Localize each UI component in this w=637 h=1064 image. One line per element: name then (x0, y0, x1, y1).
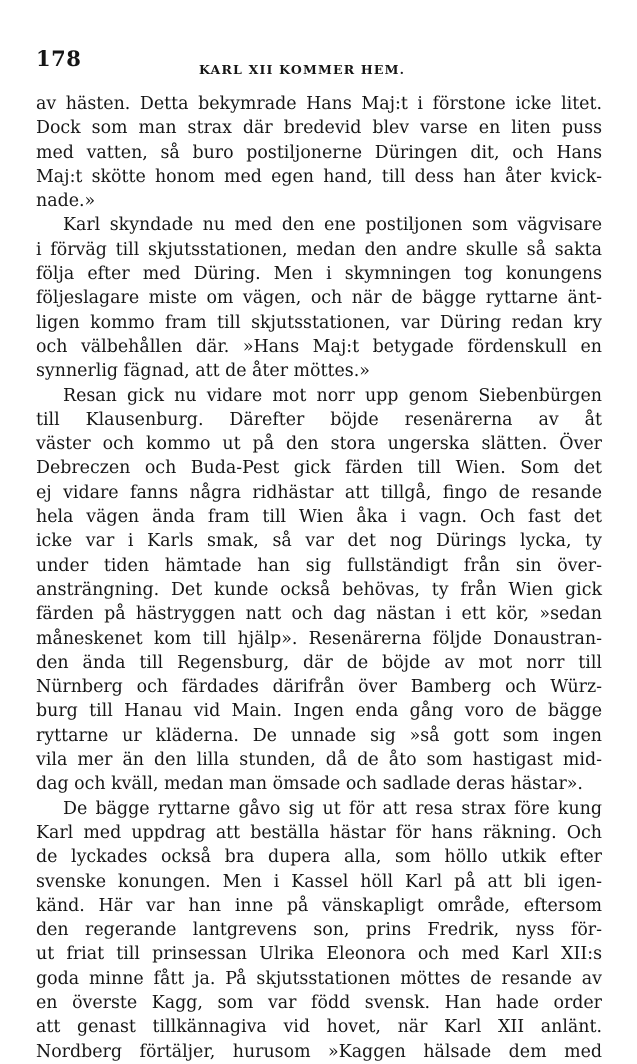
text-line: under tiden hämtade han sig fullständigt från sin över- (36, 555, 602, 576)
text-line: och välbehållen där. »Hans Maj:t betygade fördenskull en (36, 336, 602, 357)
text-line: Nürnberg och färdades därifrån över Bamberg och Würz- (36, 677, 602, 698)
text-line: Maj:t skötte honom med egen hand, till dess han åter kvick- (36, 166, 602, 187)
text-line: de lyckades också bra dupera alla, som höllo utkik efter (36, 847, 602, 868)
text-line: måneskenet kom till hjälp». Resenärerna följde Donaustran- (36, 628, 602, 649)
text-line: ej vidare fanns några ridhästar att tillgå, fingo de resande (36, 482, 602, 503)
running-title: KARL XII KOMMER HEM. (199, 62, 406, 77)
text-line: till Klausenburg. Därefter böjde resenärerna av åt (36, 409, 602, 430)
text-line: följa efter med Düring. Men i skymningen tog konungens (36, 264, 602, 285)
text-line: vila mer än den lilla stunden, då de åto som hastigast mid- (36, 750, 602, 771)
text-line: goda minne fått ja. På skjutsstationen möttes de resande av (36, 968, 602, 989)
text-line: med vatten, så buro postiljonerne Düringen dit, och Hans (36, 142, 602, 163)
text-line: icke var i Karls smak, så var det nog Dürings lycka, ty (36, 531, 602, 552)
text-line: Resan gick nu vidare mot norr upp genom Siebenbürgen (63, 385, 602, 406)
body-text (36, 92, 602, 1064)
text-line: Karl skyndade nu med den ene postiljonen som vägvisare (63, 215, 602, 236)
text-line: ligen kommo fram till skjutsstationen, var Düring redan kry (36, 312, 602, 333)
text-line: att genast tillkännagiva vid hovet, när Karl XII anlänt. (36, 1017, 602, 1038)
text-line: hela vägen ända fram till Wien åka i vagn. Och fast det (36, 507, 602, 528)
text-line: den regerande lantgrevens son, prins Fredrik, nyss för- (36, 920, 602, 941)
page-number: 178 (36, 46, 82, 71)
text-line: en överste Kagg, som var född svensk. Han hade order (36, 992, 602, 1013)
text-line: dag och kväll, medan man ömsade och sadlade deras hästar». (36, 774, 583, 795)
text-line: Nordberg förtäljer, hurusom »Kaggen hälsade dem med (36, 1041, 602, 1062)
text-line: ut friat till prinsessan Ulrika Eleonora och med Karl XII:s (36, 944, 602, 965)
text-line: Karl med uppdrag att beställa hästar för hans räkning. Och (36, 822, 602, 843)
text-line: burg till Hanau vid Main. Ingen enda gång voro de bägge (36, 701, 602, 722)
text-line: De bägge ryttarne gåvo sig ut för att resa strax före kung (63, 798, 602, 819)
text-line: svenske konungen. Men i Kassel höll Karl på att bli igen- (36, 871, 602, 892)
text-line: av hästen. Detta bekymrade Hans Maj:t i förstone icke litet. (36, 94, 602, 114)
text-line: färden på hästryggen natt och dag nästan i ett kör, »sedan (36, 604, 602, 625)
text-line: synnerlig fägnad, att de åter möttes.» (36, 361, 370, 382)
text-line: den ända till Regensburg, där de böjde av mot norr till (36, 652, 602, 673)
text-line: Dock som man strax där bredevid blev varse en liten puss (36, 118, 602, 139)
text-line: nade.» (36, 191, 96, 212)
text-line: känd. Här var han inne på vänskapligt område, eftersom (36, 895, 602, 916)
text-line: ansträngning. Det kunde också behövas, ty från Wien gick (36, 579, 602, 600)
text-line: väster och kommo ut på den stora ungerska slätten. Över (36, 434, 602, 455)
text-line: ryttarne ur kläderna. De unnade sig »så gott som ingen (36, 725, 602, 746)
text-line: Debreczen och Buda-Pest gick färden till Wien. Som det (36, 458, 602, 479)
text-line: följeslagare miste om vägen, och när de bägge ryttarne änt- (36, 288, 602, 309)
text-line: i förväg till skjutsstationen, medan den andre skulle så sakta (36, 239, 602, 260)
